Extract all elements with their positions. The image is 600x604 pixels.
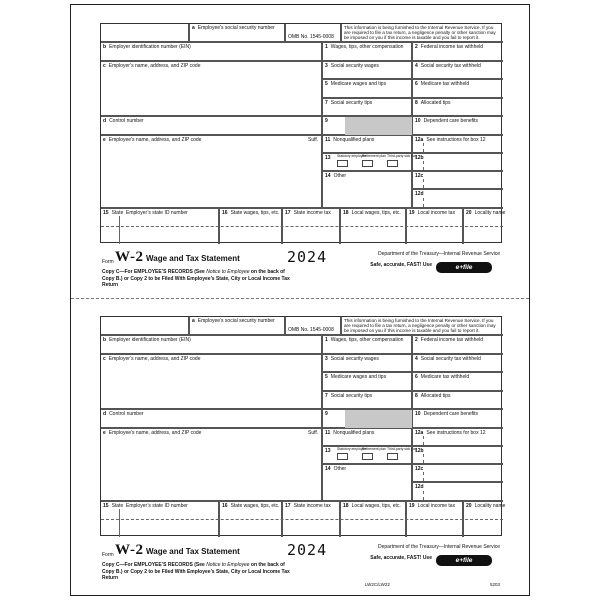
void-box (101, 24, 189, 42)
omb-number (285, 24, 341, 42)
box-12a[interactable] (412, 428, 503, 446)
box-number: 11 (325, 430, 331, 436)
box-8[interactable] (412, 391, 503, 409)
form-number: W-2 (115, 249, 144, 265)
box-label: Allocated tips (420, 100, 451, 106)
checkbox-label: Third-party sick pay (387, 154, 417, 158)
void-box (101, 317, 189, 335)
box-12b[interactable] (412, 446, 503, 464)
box-label: Employer identification number (EIN) (109, 337, 191, 343)
box-2[interactable] (412, 42, 503, 61)
box-number: 15 (103, 210, 109, 216)
box-label: See instructions for box 12 (426, 137, 486, 143)
form-word: Form (102, 259, 114, 265)
third-party-sick-pay (387, 154, 417, 169)
box-number: 16 (222, 503, 228, 509)
irs-notice (341, 24, 503, 42)
box-label: Allocated tips (420, 393, 451, 399)
w2-form-bottom (100, 316, 506, 604)
box-6[interactable] (412, 372, 503, 391)
box-letter: d (103, 118, 107, 124)
box-number: 2 (415, 337, 418, 343)
box-label: Social security tips (330, 393, 373, 399)
box-11[interactable] (322, 135, 412, 153)
box-e-employee[interactable] (101, 135, 322, 208)
box-number: 2 (415, 44, 418, 50)
box-number: 8 (415, 393, 418, 399)
checkbox-label: Third-party sick pay (387, 447, 417, 451)
box-d-control[interactable] (101, 116, 322, 135)
form-footer (100, 542, 502, 602)
form-title: Wage and Tax Statement (146, 547, 240, 556)
box-label: Social security wages (330, 63, 379, 69)
w2-grid (100, 316, 506, 536)
box-sublabel: Employer’s state ID number (126, 503, 188, 509)
tax-year: 2024 (287, 248, 328, 266)
efile-logo: e+file (436, 555, 492, 566)
box-label: Employer’s name, address, and ZIP code (108, 356, 201, 362)
box-letter: c (103, 63, 106, 69)
retirement-checkbox[interactable] (362, 453, 373, 460)
w2-sheet (70, 4, 530, 596)
state-row-divider (101, 226, 503, 227)
box-9-shade (345, 410, 413, 428)
box-13 (322, 153, 417, 171)
box-label: Local income tax (417, 503, 456, 509)
box-label: Local income tax (417, 210, 456, 216)
box-label: Employee’s name, address, and ZIP code (108, 137, 202, 143)
box-number: 3 (325, 63, 328, 69)
box-label: Social security tax withheld (420, 356, 481, 362)
box-label: Locality name (474, 503, 506, 509)
copy-c-text: Copy C—For EMPLOYEE’S RECORDS (See (102, 562, 207, 568)
code-divider (423, 198, 424, 207)
box-c-employer[interactable] (101, 61, 322, 116)
state-divider (119, 216, 120, 244)
box-number: 14 (325, 466, 331, 472)
box-number: 7 (325, 393, 328, 399)
box-12a[interactable] (412, 135, 503, 153)
box-4[interactable] (412, 354, 503, 372)
box-letter: d (103, 411, 107, 417)
checkbox-label: Statutory employee (337, 447, 367, 451)
statutory-employee (337, 154, 367, 169)
box-number: 12d (415, 191, 424, 197)
checkbox-label: Retirement plan (362, 154, 386, 158)
checkbox-label: Retirement plan (362, 447, 386, 451)
product-code: LW2C/LW22 (365, 582, 390, 587)
suffix-label: Suff. (308, 430, 319, 436)
copy-c-notice: Notice to Employee (206, 562, 250, 568)
box-number: 16 (222, 210, 228, 216)
box-number: 12a (415, 137, 424, 143)
w2-form-top (100, 23, 506, 311)
box-d-control[interactable] (101, 409, 322, 428)
box-label: Local wages, tips, etc. (351, 503, 401, 509)
box-14[interactable] (322, 171, 412, 208)
box-label: Medicare wages and tips (330, 374, 387, 380)
box-label: Locality name (474, 210, 506, 216)
box-label: Control number (109, 411, 144, 417)
box-number: 11 (325, 137, 331, 143)
box-10[interactable] (412, 116, 503, 135)
box-5[interactable] (322, 372, 412, 391)
box-number: 12b (415, 155, 424, 161)
box-label: Employer’s name, address, and ZIP code (108, 63, 201, 69)
box-label: Medicare tax withheld (420, 81, 470, 87)
box-label: See instructions for box 12 (426, 430, 486, 436)
efile-logo: e+file (436, 262, 492, 273)
box-label: Other (333, 466, 347, 472)
box-number: 4 (415, 356, 418, 362)
box-number: 18 (343, 210, 349, 216)
omb-number (285, 317, 341, 335)
box-5[interactable] (322, 79, 412, 98)
box-number: 1 (325, 44, 328, 50)
code-divider (423, 436, 424, 445)
box-number: 5 (325, 81, 328, 87)
tax-year: 2024 (287, 541, 328, 559)
box-number: 1 (325, 337, 328, 343)
box-number: 3 (325, 356, 328, 362)
suffix-label: Suff. (308, 137, 319, 143)
box-number: 17 (285, 503, 291, 509)
box-6[interactable] (412, 79, 503, 98)
box-label: State wages, tips, etc. (230, 503, 280, 509)
safe-accurate-text: Safe, accurate, FAST! Use (370, 262, 432, 268)
box-1[interactable] (322, 335, 412, 354)
box-label: Dependent care benefits (423, 411, 479, 417)
box-label: Employee’s name, address, and ZIP code (108, 430, 202, 436)
box-c-employer[interactable] (101, 354, 322, 409)
box-letter: b (103, 337, 107, 343)
box-label: Other (333, 173, 347, 179)
box-label: Social security wages (330, 356, 379, 362)
form-footer (100, 249, 502, 309)
box-label: State wages, tips, etc. (230, 210, 280, 216)
box-label: Social security tips (330, 100, 373, 106)
copy-c-text: Copy C—For EMPLOYEE’S RECORDS (See (102, 269, 207, 275)
box-number: 20 (466, 210, 472, 216)
code-divider (423, 179, 424, 188)
box-number: 8 (415, 100, 418, 106)
box-letter: e (103, 430, 106, 436)
box-12c[interactable] (412, 171, 503, 189)
statutory-checkbox[interactable] (337, 453, 348, 460)
box-sublabel: Employer’s state ID number (126, 210, 188, 216)
box-label: State income tax (293, 210, 331, 216)
copy-c-notice: Notice to Employee (206, 269, 250, 275)
box-3[interactable] (322, 61, 412, 79)
form-word: Form (102, 552, 114, 558)
box-number: 10 (415, 118, 421, 124)
box-number: 9 (325, 411, 328, 417)
box-14[interactable] (322, 464, 412, 501)
catalog-number: 5203 (489, 582, 500, 587)
irs-notice (341, 317, 503, 335)
box-label: Medicare tax withheld (420, 374, 470, 380)
box-9 (322, 409, 412, 428)
state-divider (119, 509, 120, 537)
box-label: Nonqualified plans (333, 137, 375, 143)
notice-text: This information is being furnished to the Internal Revenue Service. If you are required to file a tax return, a negligence penalty or other sanction may be imposed on you if this income is taxable and you fail to report it. (344, 25, 496, 40)
box-label: State (111, 210, 124, 216)
box-label: Medicare wages and tips (330, 81, 387, 87)
box-number: 18 (343, 503, 349, 509)
box-label: Dependent care benefits (423, 118, 479, 124)
box-number: 10 (415, 411, 421, 417)
box-7[interactable] (322, 391, 412, 409)
box-label: Federal income tax withheld (420, 337, 484, 343)
code-divider (423, 454, 424, 463)
department-label: Department of the Treasury—Internal Revenue Service (377, 544, 500, 550)
copy-c-instructions (102, 269, 292, 289)
statutory-checkbox[interactable] (337, 160, 348, 167)
box-label: Local wages, tips, etc. (351, 210, 401, 216)
box-label: Employee’s social security number (197, 318, 275, 324)
box-number: 6 (415, 81, 418, 87)
box-label: Control number (109, 118, 144, 124)
box-label: Employee’s social security number (197, 25, 275, 31)
third-party-checkbox[interactable] (387, 160, 398, 167)
checkbox-label: Statutory employee (337, 154, 367, 158)
box-9-shade (345, 117, 413, 135)
box-number: 12d (415, 484, 424, 490)
box-number: 7 (325, 100, 328, 106)
box-3[interactable] (322, 354, 412, 372)
box-number: 9 (325, 118, 328, 124)
box-number: 12b (415, 448, 424, 454)
box-11[interactable] (322, 428, 412, 446)
code-divider (423, 491, 424, 500)
copy-c-text-2: on the back of Copy B.) or Copy 2 to be Filed With Employee’s State, City or Local Income Tax Return (102, 269, 290, 289)
box-number: 12c (415, 173, 424, 179)
department-label: Department of the Treasury—Internal Revenue Service (377, 251, 500, 257)
copy-c-instructions (102, 562, 292, 582)
box-label: Employer identification number (EIN) (109, 44, 191, 50)
box-number: 6 (415, 374, 418, 380)
box-number: 13 (325, 448, 331, 454)
omb-label: OMB No. 1545-0008 (288, 327, 334, 333)
notice-text: This information is being furnished to the Internal Revenue Service. If you are required to file a tax return, a negligence penalty or other sanction may be imposed on you if this income is taxable and you fail to report it. (344, 318, 496, 333)
box-b-ein[interactable] (101, 335, 322, 354)
code-divider (423, 143, 424, 152)
box-number: 20 (466, 503, 472, 509)
box-12b[interactable] (412, 153, 503, 171)
box-number: 14 (325, 173, 331, 179)
box-1[interactable] (322, 42, 412, 61)
box-12c[interactable] (412, 464, 503, 482)
form-number: W-2 (115, 542, 144, 558)
box-number: 19 (409, 503, 415, 509)
box-8[interactable] (412, 98, 503, 116)
box-9 (322, 116, 412, 135)
box-2[interactable] (412, 335, 503, 354)
box-12d[interactable] (412, 482, 503, 501)
box-7[interactable] (322, 98, 412, 116)
box-number: 15 (103, 503, 109, 509)
box-label: Nonqualified plans (333, 430, 375, 436)
copy-c-text-2: on the back of Copy B.) or Copy 2 to be Filed With Employee’s State, City or Local Income Tax Return (102, 562, 290, 582)
state-row-divider (101, 519, 503, 520)
box-number: 12c (415, 466, 424, 472)
box-label: State (111, 503, 124, 509)
box-letter: a (192, 25, 195, 31)
code-divider (423, 472, 424, 481)
box-letter: a (192, 318, 195, 324)
box-letter: e (103, 137, 106, 143)
box-number: 4 (415, 63, 418, 69)
box-number: 19 (409, 210, 415, 216)
box-letter: c (103, 356, 106, 362)
box-13 (322, 446, 417, 464)
omb-label: OMB No. 1545-0008 (288, 34, 334, 40)
third-party-sick-pay (387, 447, 417, 462)
retirement-checkbox[interactable] (362, 160, 373, 167)
form-title: Wage and Tax Statement (146, 254, 240, 263)
box-number: 5 (325, 374, 328, 380)
box-a-ssn[interactable] (189, 24, 285, 42)
box-label: Wages, tips, other compensation (330, 337, 404, 343)
box-e-employee[interactable] (101, 428, 322, 501)
box-b-ein[interactable] (101, 42, 322, 61)
box-a-ssn[interactable] (189, 317, 285, 335)
safe-accurate-text: Safe, accurate, FAST! Use (370, 555, 432, 561)
box-label: Social security tax withheld (420, 63, 481, 69)
box-4[interactable] (412, 61, 503, 79)
box-number: 12a (415, 430, 424, 436)
third-party-checkbox[interactable] (387, 453, 398, 460)
w2-grid (100, 23, 506, 243)
box-number: 17 (285, 210, 291, 216)
box-label: Federal income tax withheld (420, 44, 484, 50)
retirement-plan (362, 154, 386, 169)
box-letter: b (103, 44, 107, 50)
box-label: Wages, tips, other compensation (330, 44, 404, 50)
box-number: 13 (325, 155, 331, 161)
statutory-employee (337, 447, 367, 462)
retirement-plan (362, 447, 386, 462)
box-label: State income tax (293, 503, 331, 509)
box-12d[interactable] (412, 189, 503, 208)
code-divider (423, 161, 424, 170)
box-10[interactable] (412, 409, 503, 428)
